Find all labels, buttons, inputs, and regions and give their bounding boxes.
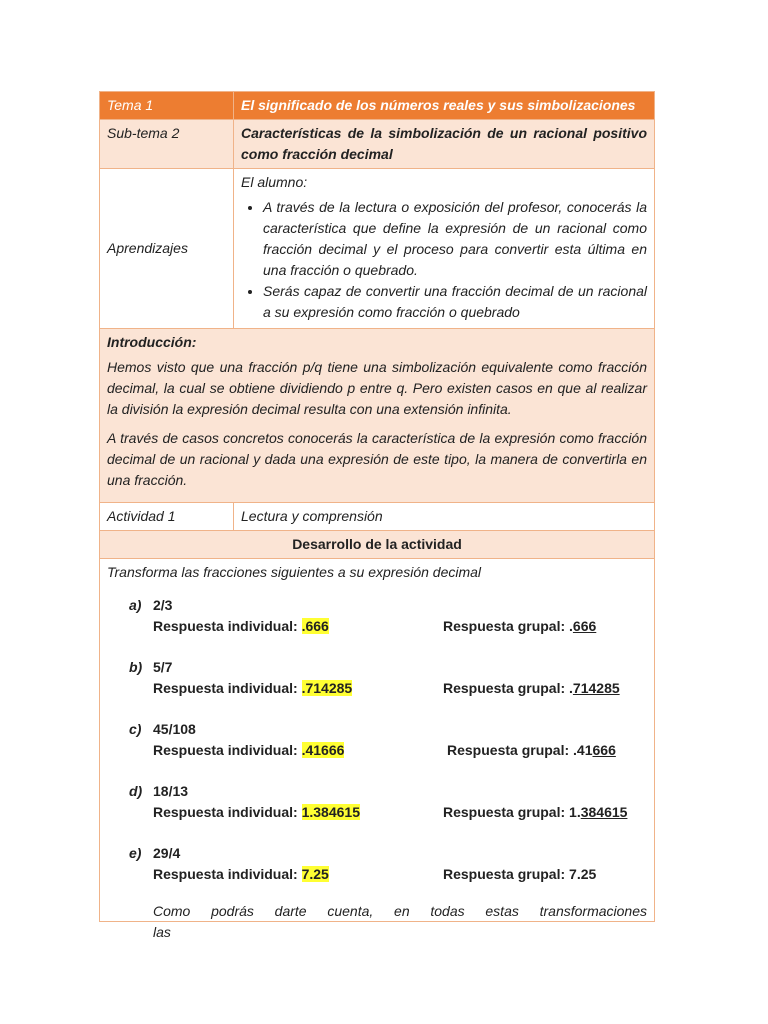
introduccion-paragraph: A través de casos concretos conocerás la característica de la expresión como fracción decimal de un racional y dada una expresión de este tipo, la manera de convertirla en una fracción. xyxy=(107,430,647,488)
group-prefix: .41 xyxy=(573,742,593,758)
desarrollo-heading-row xyxy=(100,531,655,559)
individual-label: Respuesta individual: xyxy=(153,618,302,634)
subtema-row xyxy=(100,120,655,169)
group-answer xyxy=(443,864,596,885)
individual-label: Respuesta individual: xyxy=(153,742,302,758)
individual-value: .714285 xyxy=(301,680,353,696)
group-answer xyxy=(443,678,620,699)
item-fraction: 45/108 xyxy=(153,721,196,737)
exercise-item xyxy=(107,777,647,839)
item-fraction: 2/3 xyxy=(153,597,173,613)
group-answer xyxy=(443,802,627,823)
actividad-label: Actividad 1 xyxy=(100,503,234,531)
group-answer xyxy=(447,740,616,761)
item-letter: a) xyxy=(129,597,142,613)
item-fraction: 29/4 xyxy=(153,845,181,861)
item-fraction: 5/7 xyxy=(153,659,173,675)
aprendizaje-item: • A través de la lectura o exposición del profesor, conocerás la característica que define la expresión de un racional como fracción decimal y el proceso para convertir esta última en una fracción o quebrado. xyxy=(263,197,647,281)
desarrollo-content xyxy=(100,559,655,940)
individual-value: .41666 xyxy=(301,742,345,758)
individual-value: 7.25 xyxy=(301,866,329,882)
tema-title: El significado de los números reales y sus simbolizaciones xyxy=(234,92,655,120)
lesson-table xyxy=(99,91,655,940)
actividad-row xyxy=(100,503,655,531)
item-fraction: 18/13 xyxy=(153,783,189,799)
introduccion-heading: Introducción: xyxy=(107,334,197,350)
closing-text: Como podrás darte cuenta, en todas estas transformaciones las xyxy=(153,903,647,940)
introduccion-row xyxy=(100,329,655,503)
individual-label: Respuesta individual: xyxy=(153,680,302,696)
group-label: Respuesta grupal: xyxy=(443,866,570,882)
tema-label: Tema 1 xyxy=(100,92,234,120)
group-label: Respuesta grupal: xyxy=(443,680,570,696)
group-prefix: . xyxy=(569,680,573,696)
individual-answer xyxy=(153,616,329,637)
tema-row xyxy=(100,92,655,120)
desarrollo-lead: Transforma las fracciones siguientes a su expresión decimal xyxy=(107,564,482,580)
actividad-value: Lectura y comprensión xyxy=(234,503,655,531)
individual-answer xyxy=(153,802,360,823)
exercise-item xyxy=(107,715,647,777)
aprendizajes-intro: El alumno: xyxy=(241,174,308,190)
group-label: Respuesta grupal: xyxy=(443,804,570,820)
introduccion-paragraph: Hemos visto que una fracción p/q tiene una simbolización equivalente como fracción decimal, la cual se obtiene dividiendo p entre q. Pero existen casos en que al realizar la división la expresión decimal resulta con una extensión infinita. xyxy=(107,359,647,417)
subtema-label: Sub-tema 2 xyxy=(100,120,234,169)
item-letter: c) xyxy=(129,721,142,737)
exercise-item xyxy=(107,653,647,715)
introduccion-cell xyxy=(100,329,655,503)
group-answer xyxy=(443,616,596,637)
group-repeat: 666 xyxy=(592,742,616,758)
group-prefix: 7.25 xyxy=(569,866,597,882)
group-prefix: . xyxy=(569,618,573,634)
group-prefix: 1. xyxy=(569,804,581,820)
item-letter: d) xyxy=(129,783,143,799)
aprendizajes-content xyxy=(234,169,655,329)
individual-label: Respuesta individual: xyxy=(153,804,302,820)
individual-answer xyxy=(153,740,344,761)
desarrollo-heading: Desarrollo de la actividad xyxy=(100,531,655,559)
exercise-item xyxy=(107,839,647,901)
group-label: Respuesta grupal: xyxy=(443,618,570,634)
group-repeat: 384615 xyxy=(580,804,628,820)
individual-answer xyxy=(153,864,329,885)
group-label: Respuesta grupal: xyxy=(447,742,574,758)
item-letter: e) xyxy=(129,845,142,861)
individual-answer xyxy=(153,678,352,699)
aprendizajes-list xyxy=(241,197,647,323)
aprendizaje-item: • Serás capaz de convertir una fracción decimal de un racional a su expresión como fracción o quebrado xyxy=(263,281,647,323)
individual-label: Respuesta individual: xyxy=(153,866,302,882)
subtema-title: Características de la simbolización de un racional positivo como fracción decimal xyxy=(234,120,655,169)
exercise-item xyxy=(107,591,647,653)
individual-value: .666 xyxy=(301,618,329,634)
aprendizajes-label: Aprendizajes xyxy=(100,169,234,329)
aprendizajes-row xyxy=(100,169,655,329)
document-page xyxy=(99,91,655,940)
item-letter: b) xyxy=(129,659,143,675)
group-repeat: 666 xyxy=(572,618,597,634)
individual-value: 1.384615 xyxy=(301,804,360,820)
desarrollo-row xyxy=(100,559,655,922)
group-repeat: 714285 xyxy=(572,680,620,696)
